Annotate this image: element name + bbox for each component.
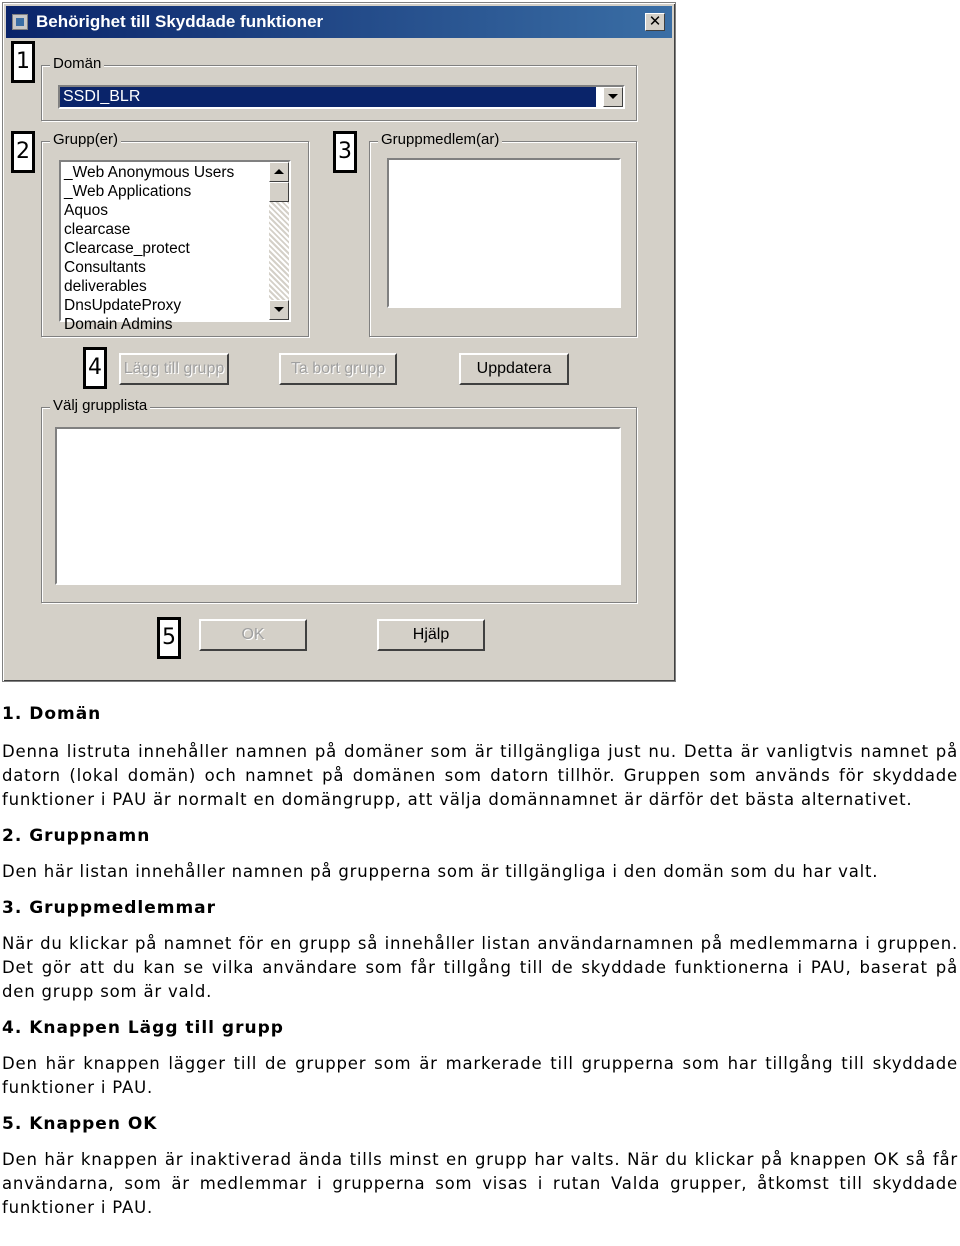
section-heading: 5. Knappen OK [2, 1114, 158, 1134]
callout-5: 5 [157, 617, 181, 659]
chevron-up-icon [274, 169, 284, 174]
list-item[interactable]: _Web Applications [64, 183, 192, 200]
members-label: Gruppmedlem(ar) [378, 131, 502, 148]
chevron-down-icon [274, 307, 284, 312]
domain-value: SSDI_BLR [60, 87, 596, 107]
ok-button[interactable]: OK [199, 619, 307, 651]
scroll-thumb[interactable] [269, 182, 289, 202]
groups-label: Grupp(er) [50, 131, 121, 148]
section-text: Denna listruta innehåller namnen på domäner som är tillgängliga just nu. Detta är vanligtvis namnet på datorn (lokal domän) och namnet på domänen som datorn tillhör. Gruppen som används för skyddade funktioner i PAU är normalt en domängrupp, att välja domännamnet är därför det bästa alternativet. [2, 742, 958, 809]
section-text: När du klickar på namnet för en grupp så innehåller listan användarnamnen på medlemmarna i gruppen. Det gör att du kan se vilka användare som får tillgång till de skyddade funktionerna i PAU, baserat på den grupp som är vald. [2, 934, 958, 1001]
chevron-down-icon [608, 94, 618, 99]
list-item[interactable]: _Web Anonymous Users [64, 164, 235, 181]
scroll-down-button[interactable] [269, 300, 289, 320]
window-title: Behörighet till Skyddade funktioner [36, 12, 324, 31]
callout-1: 1 [11, 41, 35, 83]
groups-items [64, 163, 264, 334]
list-item[interactable]: DnsUpdateProxy [64, 297, 182, 314]
section-text: Den här listan innehåller namnen på grupperna som är tillgängliga i den domän som du har valt. [2, 862, 879, 881]
section-heading: 2. Gruppnamn [2, 826, 151, 846]
callout-3: 3 [333, 131, 357, 173]
domain-label: Domän [50, 55, 104, 72]
list-item[interactable]: Aquos [64, 202, 108, 219]
list-item[interactable]: Consultants [64, 259, 146, 276]
list-item[interactable]: clearcase [64, 221, 131, 238]
scroll-up-button[interactable] [269, 162, 289, 182]
title-bar[interactable] [6, 6, 672, 38]
help-button[interactable]: Hjälp [377, 619, 485, 651]
list-item[interactable]: Domain Admins [64, 316, 173, 333]
selected-list-label: Välj grupplista [50, 397, 150, 414]
remove-group-button[interactable]: Ta bort grupp [279, 353, 397, 385]
list-item[interactable]: deliverables [64, 278, 147, 295]
callout-4: 4 [83, 347, 107, 389]
add-group-button[interactable]: Lägg till grupp [119, 353, 229, 385]
section-heading: 4. Knappen Lägg till grupp [2, 1018, 284, 1038]
section-text: Den här knappen lägger till de grupper som är markerade till grupperna som har tillgång till skyddade funktioner i PAU. [2, 1054, 958, 1097]
close-button[interactable]: ✕ [645, 13, 665, 31]
dropdown-button[interactable] [603, 87, 623, 107]
documentation [2, 700, 958, 1220]
domain-combobox[interactable] [58, 85, 625, 109]
section-heading: 3. Gruppmedlemmar [2, 898, 217, 918]
selected-groups-listbox[interactable] [55, 427, 621, 585]
section-text: Den här knappen är inaktiverad ända tills minst en grupp har valts. När du klickar på knappen OK så får användarna, som är medlemmar i grupperna som visas i rutan Valda grupper, åtkomst till skyddade funktioner i PAU. [2, 1150, 958, 1217]
section-heading: 1. Domän [2, 704, 102, 724]
groups-scrollbar[interactable] [269, 162, 289, 320]
list-item[interactable]: Clearcase_protect [64, 240, 190, 257]
callout-2: 2 [11, 131, 35, 173]
update-button[interactable]: Uppdatera [459, 353, 569, 385]
groups-listbox[interactable] [59, 160, 291, 333]
app-icon [12, 14, 28, 30]
members-listbox[interactable] [387, 158, 621, 308]
dialog-window [2, 2, 676, 682]
